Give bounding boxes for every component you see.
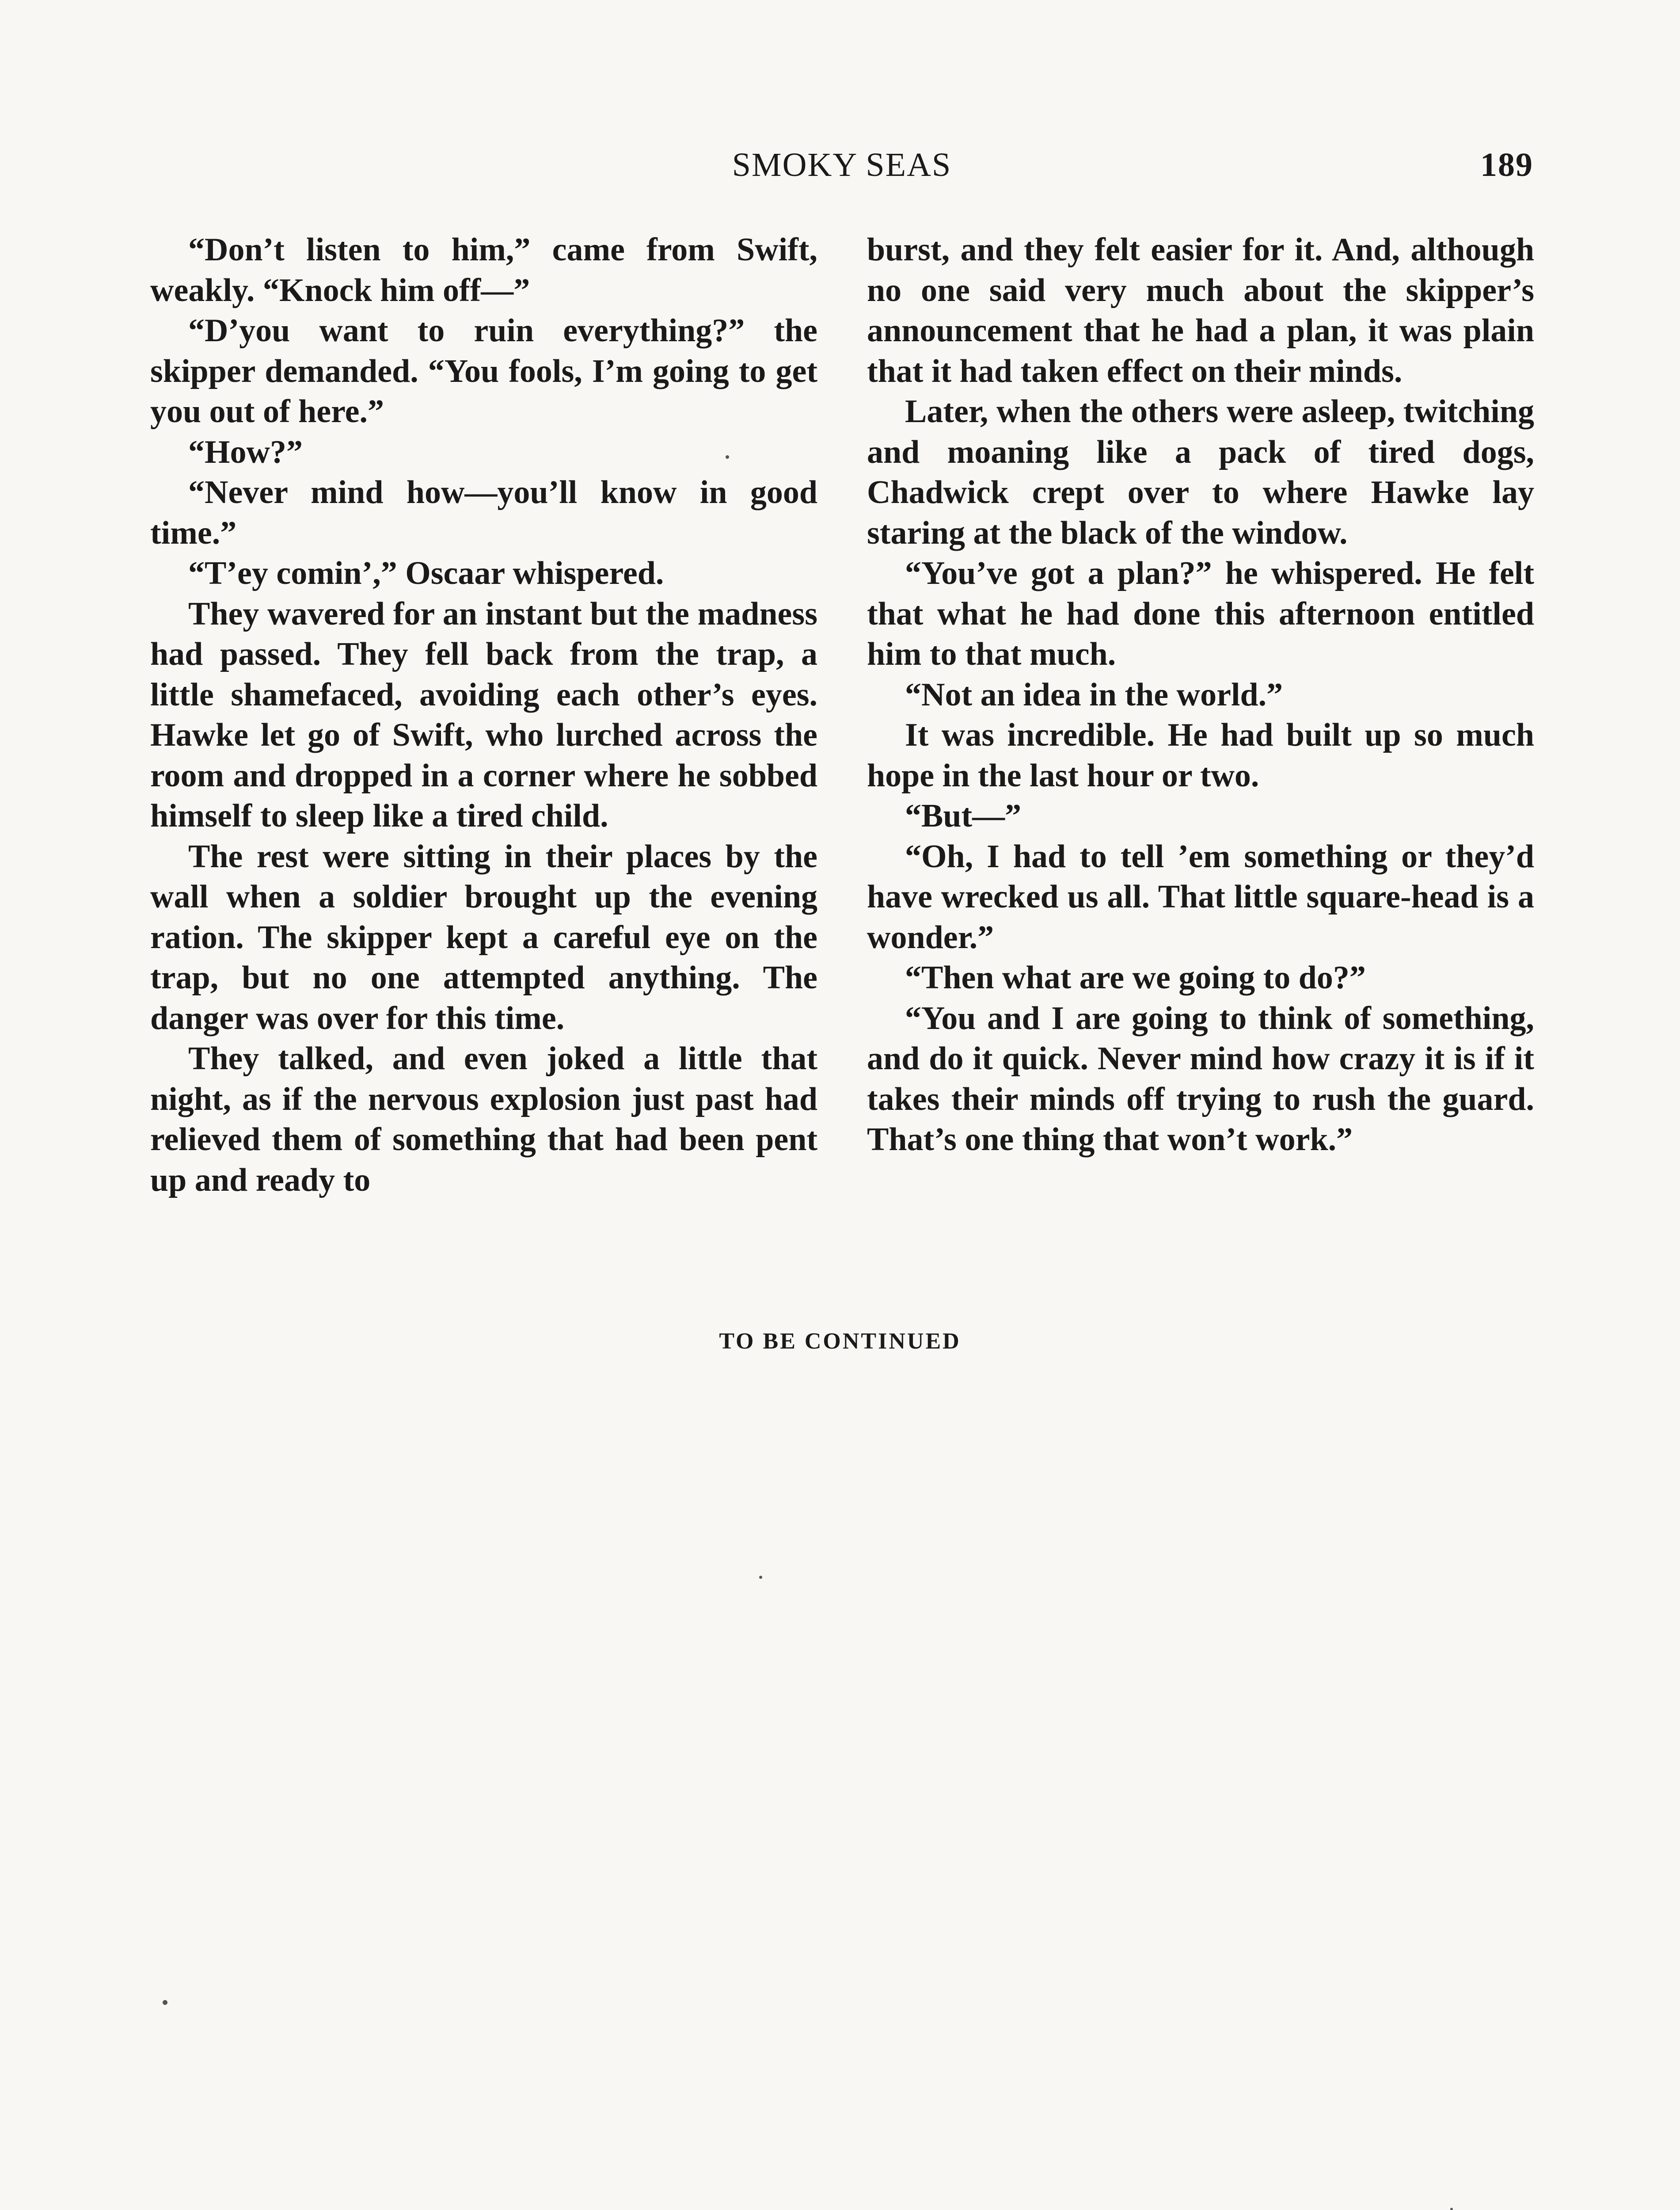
paragraph: They talked, and even joked a little that night, as if the nervous explosion just past had relieved them of something that had been pent up and ready to bbox=[150, 1040, 817, 1198]
paragraph: burst, and they felt easier for it. And, although no one said very much about the skipper’s announcement that he had a plan, it was plain that it had taken effect on their minds. bbox=[867, 232, 1534, 389]
paragraph: It was incredible. He had built up so much hope in the last hour or two. bbox=[867, 717, 1534, 794]
paragraph: They wavered for an instant but the madness had passed. They fell back from the trap, a little shamefaced, avoiding each other’s eyes. Hawke let go of Swift, who lurched across the room and dropped in a corner where he sobbed himself to sleep like a tired child. bbox=[150, 595, 817, 834]
paragraph: “T’ey comin’,” Oscaar whispered. bbox=[188, 555, 664, 591]
paragraph: “But—” bbox=[905, 798, 1022, 834]
paragraph: “Not an idea in the world.” bbox=[905, 676, 1283, 713]
print-speck bbox=[759, 1576, 762, 1579]
paragraph: “Then what are we going to do?” bbox=[905, 960, 1366, 996]
paragraph: “Don’t listen to him,” came from Swift, weakly. “Knock him off—” bbox=[150, 232, 817, 309]
paragraph: “Oh, I had to tell ’em something or they’d have wrecked us all. That little square-head is a wonder.” bbox=[867, 838, 1534, 956]
paragraph: Later, when the others were asleep, twitching and moaning like a pack of tired dogs, Chadwick crept over to where Hawke lay staring at the black of the window. bbox=[867, 393, 1534, 551]
print-speck bbox=[726, 455, 729, 459]
right-column bbox=[867, 230, 1534, 1160]
running-title: SMOKY SEAS bbox=[732, 146, 952, 183]
running-head bbox=[150, 146, 1533, 199]
print-speck bbox=[1450, 2208, 1453, 2210]
paragraph: “Never mind how—you’ll know in good time.” bbox=[150, 474, 817, 551]
paragraph: “D’you want to ruin everything?” the skipper demanded. “You fools, I’m going to get you out of here.” bbox=[150, 312, 817, 430]
left-column bbox=[150, 230, 817, 1200]
paragraph: “You’ve got a plan?” he whispered. He felt that what he had done this afternoon entitled him to that much. bbox=[867, 555, 1534, 672]
to-be-continued-note: TO BE CONTINUED bbox=[719, 1329, 961, 1354]
print-speck bbox=[163, 2000, 167, 2005]
paragraph: The rest were sitting in their places by the wall when a soldier brought up the evening ration. The skipper kept a careful eye on the trap, but no one attempted anything. The danger was over for this time. bbox=[150, 838, 817, 1036]
paragraph: “You and I are going to think of something, and do it quick. Never mind how crazy it is if it takes their minds off trying to rush the guard. That’s one thing that won’t work.” bbox=[867, 1000, 1534, 1158]
paragraph: “How?” bbox=[188, 434, 303, 470]
page-number: 189 bbox=[1480, 146, 1533, 183]
